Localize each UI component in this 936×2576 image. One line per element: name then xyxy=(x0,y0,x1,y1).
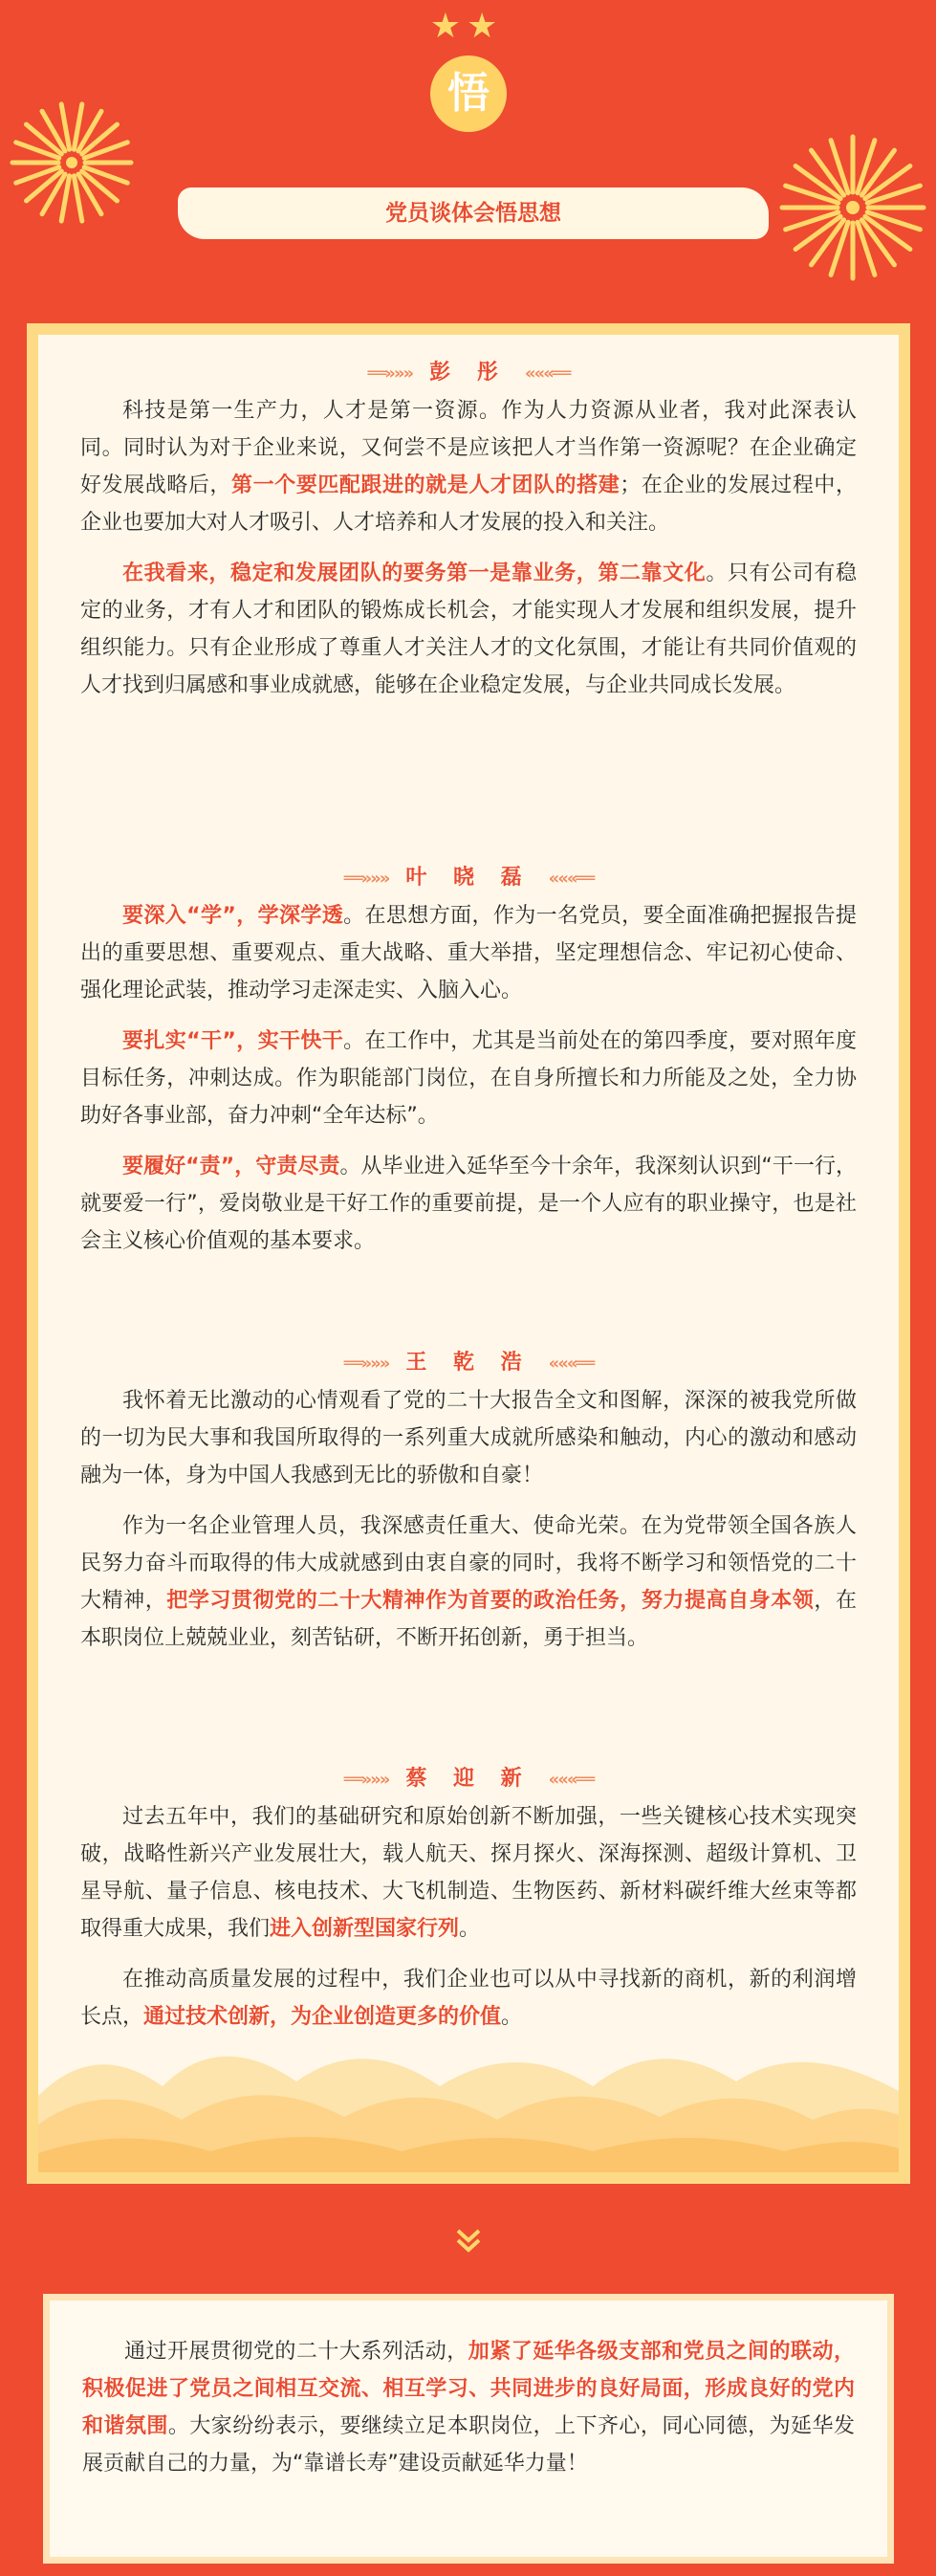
highlight-text: 要深入“学”，学深学透 xyxy=(122,904,344,928)
body-text: 。 xyxy=(501,2005,523,2029)
paragraph xyxy=(80,1023,857,1134)
body-text: 。从毕业进入延华至今十余年，我深刻认识到“干一行，就要爱一行”，爱岗敬业是干好工作的重要前提，是一个人应有的职业操守，也是社会主义核心价值观的基本要求。 xyxy=(80,1155,857,1253)
section-name: 彭 彤 xyxy=(429,361,508,385)
paragraph xyxy=(80,897,857,1009)
paragraph xyxy=(80,1798,857,1948)
section-name: 王 乾 浩 xyxy=(405,1351,532,1375)
summary-card xyxy=(50,2301,887,2557)
section-name-row xyxy=(80,1344,857,1382)
highlight-text: 进入创新型国家行列 xyxy=(270,1917,460,1941)
highlight-text: 通过技术创新，为企业创造更多的价值 xyxy=(143,2005,502,2029)
body-text: 。在思想方面，作为一名党员，要全面准确把握报告提出的重要思想、重要观点、重大战略、重大举措，坚定理想信念、牢记初心使命、强化理论武装，推动学习走深走实、入脑入心。 xyxy=(80,904,857,1002)
highlight-text: 把学习贯彻党的二十大精神作为首要的政治任务，努力提高自身本领 xyxy=(166,1589,815,1613)
paragraph xyxy=(80,1148,857,1260)
body-text: 我怀着无比激动的心情观看了党的二十大报告全文和图解，深深的被我党所做的一切为民大事和我国所取得的一系列重大成就所感染和触动，内心的激动和感动融为一体，身为中国人我感到无比的骄傲和自豪！ xyxy=(80,1389,857,1487)
body-text: 过去五年中，我们的基础研究和原始创新不断加强，一些关键核心技术实现突破，战略性新兴产业发展壮大，载人航天、探月探火、深海探测、超级计算机、卫星导航、量子信息、核电技术、大飞机制造、生物医药、新材料碳纤维大丝束等都取得重大成果，我们 xyxy=(80,1805,857,1941)
body-text: 。 xyxy=(459,1917,481,1941)
highlight-text: 加紧了延华各级支部和党员之间的联动，积极促进了党员之间相互交流、相互学习、共同进步的良好局面，形成良好的党内和谐氛围 xyxy=(82,2340,855,2438)
highlight-text: 要履好“责”，守责尽责 xyxy=(122,1155,340,1178)
wu-badge: 悟 xyxy=(430,55,507,132)
stars-decoration: ★★ xyxy=(429,7,504,46)
paragraph xyxy=(80,1508,857,1657)
banner-title: 党员谈体会悟思想 xyxy=(178,187,769,239)
right-chevron-decoration: «««══ xyxy=(548,1770,594,1790)
highlight-text: 第一个要匹配跟进的就是人才团队的搭建 xyxy=(231,473,620,497)
section-name: 叶 晓 磊 xyxy=(405,866,532,890)
section-name-row xyxy=(80,354,857,392)
body-text: 在推动高质量发展的过程中，我们企业也可以从中寻找新的商机，新的利润增长点， xyxy=(80,1968,857,2029)
section-ye-xiaolei xyxy=(80,859,857,1260)
body-text: 作为一名企业管理人员，我深感责任重大、使命光荣。在为党带领全国各族人民努力奋斗而取得的伟大成就感到由衷自豪的同时，我将不断学习和领悟党的二十大精神， xyxy=(80,1514,857,1613)
firework-right-icon xyxy=(770,124,936,291)
section-name: 蔡 迎 新 xyxy=(405,1767,532,1791)
body-text: 科技是第一生产力，人才是第一资源。作为人力资源从业者，我对此深表认同。同时认为对于企业来说，又何尝不是应该把人才当作第一资源呢？在企业确定好发展战略后， xyxy=(80,399,857,497)
section-name-row xyxy=(80,1760,857,1798)
body-text: ，在本职岗位上兢兢业业，刻苦钻研，不断开拓创新，勇于担当。 xyxy=(80,1589,857,1650)
paragraph xyxy=(80,392,857,541)
double-chevron-down-icon xyxy=(456,2229,481,2254)
right-chevron-decoration: «««══ xyxy=(548,869,594,889)
content-card xyxy=(38,335,899,2172)
right-chevron-decoration: «««══ xyxy=(548,1354,594,1374)
right-chevron-decoration: «««══ xyxy=(524,363,570,384)
left-chevron-decoration: ══»»» xyxy=(367,363,413,384)
highlight-text: 在我看来，稳定和发展团队的要务第一是靠业务，第二靠文化 xyxy=(122,561,707,585)
body-text: ；在企业的发展过程中，企业也要加大对人才吸引、人才培养和人才发展的投入和关注。 xyxy=(80,473,857,535)
paragraph xyxy=(80,1382,857,1494)
left-chevron-decoration: ══»»» xyxy=(343,1354,389,1374)
body-text: 通过开展贯彻党的二十大系列活动， xyxy=(124,2340,468,2364)
left-chevron-decoration: ══»»» xyxy=(343,1770,389,1790)
body-text: 。只有公司有稳定的业务，才有人才和团队的锻炼成长机会，才能实现人才发展和组织发展，提升组织能力。只有企业形成了尊重人才关注人才的文化氛围，才能让有共同价值观的人才找到归属感和事业成就感，能够在企业稳定发展，与企业共同成长发展。 xyxy=(80,561,857,697)
cloud-decoration-icon xyxy=(38,2010,899,2172)
left-chevron-decoration: ══»»» xyxy=(343,869,389,889)
paragraph xyxy=(80,555,857,704)
section-wang-qianhao xyxy=(80,1344,857,1657)
firework-left-icon xyxy=(0,91,143,234)
section-peng-tong xyxy=(80,354,857,704)
body-text: 。在工作中，尤其是当前处在的第四季度，要对照年度目标任务，冲刺达成。作为职能部门岗位，在自身所擅长和力所能及之处，全力协助好各事业部，奋力冲刺“全年达标”。 xyxy=(80,1029,857,1128)
highlight-text: 要扎实“干”，实干快干 xyxy=(122,1029,344,1053)
summary-paragraph xyxy=(82,2333,855,2482)
body-text: 。大家纷纷表示，要继续立足本职岗位，上下齐心，同心同德，为延华发展贡献自己的力量，为“靠谱长寿”建设贡献延华力量！ xyxy=(82,2414,855,2476)
section-name-row xyxy=(80,859,857,897)
section-cai-yingxin xyxy=(80,1760,857,2036)
